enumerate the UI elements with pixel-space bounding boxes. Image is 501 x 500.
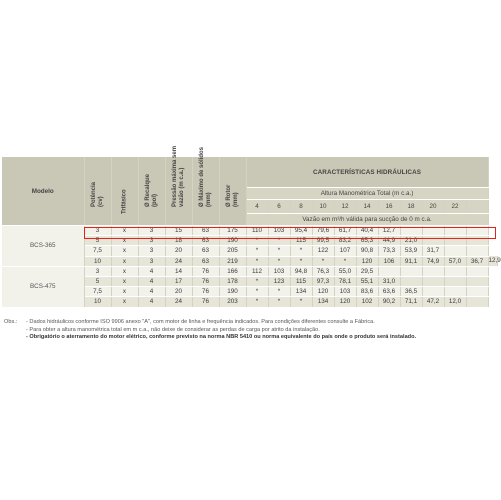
altura-value: 22 <box>444 200 466 214</box>
table-cell: 5 <box>84 236 111 246</box>
table-cell: x <box>111 236 138 246</box>
table-cell: 36,5 <box>400 287 422 297</box>
table-cell: * <box>246 246 268 256</box>
table-cell: 12,9 <box>488 257 501 265</box>
table-cell: x <box>111 226 138 236</box>
table-cell: 97,3 <box>312 276 334 286</box>
altura-value: 14 <box>356 200 378 214</box>
recalque-header: Ø Recalque (pol) <box>138 157 165 226</box>
table-cell <box>466 226 488 236</box>
table-cell: 166 <box>219 266 246 276</box>
table-cell <box>444 266 466 276</box>
table-cell: 4 <box>138 276 165 286</box>
note-line: - Para obter a altura manométrica total em m c.a., não deixe de considerar as perdas de carga por atrito da instalação. <box>26 326 320 333</box>
table-cell: 17 <box>165 276 192 286</box>
table-cell: 115 <box>290 236 312 246</box>
table-cell: * <box>290 297 312 307</box>
table-cell: 3 <box>138 246 165 256</box>
table-cell: 63 <box>192 246 219 256</box>
table-cell <box>466 276 488 286</box>
altura-value: 18 <box>400 200 422 214</box>
note-line: - Dados hidráulicos conforme ISO 9906 anexo "A", com motor de linha e frequência indicados. Para condições diferentes consulte a Fábrica. <box>26 319 375 325</box>
table-cell: 79,6 <box>312 226 334 236</box>
table-row <box>2 226 498 236</box>
table-cell <box>444 226 466 236</box>
table-cell <box>466 266 488 276</box>
trifasico-header: Trifásico <box>111 157 138 226</box>
table-cell <box>466 287 488 297</box>
table-cell <box>466 246 488 256</box>
altura-value: 6 <box>268 200 290 214</box>
table-cell: 122 <box>312 246 334 256</box>
table-cell: 175 <box>219 226 246 236</box>
table-cell <box>400 276 422 286</box>
note-line: - Obrigatório o aterramento do motor elétrico, conforme previsto na norma NBR 5410 ou norma equivalente do país onde o produto será instalado. <box>26 334 417 341</box>
table-cell: 76 <box>192 276 219 286</box>
table-cell: 123 <box>268 276 290 286</box>
table-cell: x <box>111 276 138 286</box>
altura-value: 10 <box>312 200 334 214</box>
table-cell: 90,8 <box>356 246 378 256</box>
altura-value: 12 <box>334 200 356 214</box>
table-cell: 63 <box>192 226 219 236</box>
table-cell <box>444 246 466 256</box>
table-cell: 110 <box>246 226 268 236</box>
table-cell: * <box>268 297 290 307</box>
table-cell: 55,1 <box>356 276 378 286</box>
table-cell: x <box>111 246 138 256</box>
altura-value: 8 <box>290 200 312 214</box>
table-cell: x <box>111 256 138 266</box>
table-cell <box>422 226 444 236</box>
table-cell: 40,4 <box>356 226 378 236</box>
table-cell: 103 <box>268 266 290 276</box>
table-cell: 90,2 <box>378 297 400 307</box>
table-cell: 3 <box>84 226 111 236</box>
altura-header: Altura Manométrica Total (m c.a.) <box>246 188 488 200</box>
table-cell: * <box>268 287 290 297</box>
spec-sheet <box>0 145 501 308</box>
caracteristicas-header: CARACTERÍSTICAS HIDRÁULICAS <box>246 157 488 188</box>
table-cell: 76,3 <box>312 266 334 276</box>
table-body <box>2 226 501 308</box>
model-cell: BCS-365 <box>2 226 84 267</box>
table-cell: 190 <box>219 236 246 246</box>
table-cell <box>444 236 466 246</box>
table-cell: * <box>268 236 290 246</box>
table-cell: 47,2 <box>422 297 444 307</box>
altura-value-empty <box>466 200 488 214</box>
table-cell: 71,1 <box>400 297 422 307</box>
table-cell: 112 <box>246 266 268 276</box>
table-cell: 107 <box>334 246 356 256</box>
table-cell <box>444 276 466 286</box>
table-cell: 178 <box>219 276 246 286</box>
table-cell: 36,7 <box>466 256 488 266</box>
table-cell <box>422 287 444 297</box>
table-cell: 14 <box>165 266 192 276</box>
table-cell: 120 <box>312 287 334 297</box>
table-cell: 76 <box>192 266 219 276</box>
table-cell <box>444 287 466 297</box>
table-cell: 7,5 <box>84 287 111 297</box>
rotor-header: Ø Rotor (mm) <box>219 157 246 226</box>
table-cell: 120 <box>356 256 378 266</box>
table-cell <box>422 276 444 286</box>
table-cell: 3 <box>138 226 165 236</box>
table-cell: 4 <box>138 266 165 276</box>
table-cell: 55,0 <box>334 266 356 276</box>
table-cell: 20 <box>165 246 192 256</box>
table-cell: 91,1 <box>400 256 422 266</box>
table-cell: 10 <box>84 297 111 307</box>
table-cell: 3 <box>138 256 165 266</box>
table-cell: 78,1 <box>334 276 356 286</box>
table-cell: 4 <box>138 297 165 307</box>
table-cell: 3 <box>84 266 111 276</box>
table-cell: * <box>246 256 268 266</box>
table-cell: 24 <box>165 297 192 307</box>
table-cell: 21,0 <box>400 236 422 246</box>
table-cell: 3 <box>138 236 165 246</box>
table-cell: 76 <box>192 297 219 307</box>
table-cell: 18 <box>165 236 192 246</box>
hydraulic-table <box>2 145 501 308</box>
table-cell: 5 <box>84 276 111 286</box>
table-cell: * <box>334 256 356 266</box>
vazao-header: Vazão em m³/h válida para sucção de 0 m c.a. <box>246 214 488 226</box>
model-cell: BCS-475 <box>2 266 84 307</box>
table-cell: 76 <box>192 287 219 297</box>
table-cell: 120 <box>334 297 356 307</box>
table-cell: * <box>246 297 268 307</box>
table-cell: 94,8 <box>290 266 312 276</box>
table-cell: 31,7 <box>422 246 444 256</box>
table-cell: x <box>111 287 138 297</box>
notes <box>4 319 494 342</box>
table-cell: 31,0 <box>378 276 400 286</box>
table-cell: 57,0 <box>444 256 466 266</box>
table-cell: 106 <box>378 256 400 266</box>
table-cell: * <box>268 246 290 256</box>
table-cell: 15 <box>165 226 192 236</box>
table-cell: * <box>246 287 268 297</box>
table-cell: * <box>246 276 268 286</box>
table-cell: 134 <box>290 287 312 297</box>
altura-value: 4 <box>246 200 268 214</box>
notes-label: Obs.: <box>4 319 18 325</box>
table-cell: 10 <box>84 256 111 266</box>
table-cell: 65,3 <box>356 236 378 246</box>
table-cell: 99,5 <box>312 236 334 246</box>
table-cell: 29,5 <box>356 266 378 276</box>
table-cell: 74,9 <box>422 256 444 266</box>
table-cell <box>466 236 488 246</box>
table-cell: 24 <box>165 256 192 266</box>
table-cell: * <box>268 256 290 266</box>
table-cell: 103 <box>334 287 356 297</box>
table-cell: * <box>290 246 312 256</box>
model-header: Modelo <box>2 157 84 226</box>
table-cell: 115 <box>290 276 312 286</box>
table-cell: 61,7 <box>334 226 356 236</box>
table-cell: 63,6 <box>378 287 400 297</box>
table-cell <box>466 297 488 307</box>
table-cell: 4 <box>138 287 165 297</box>
table-cell: 102 <box>356 297 378 307</box>
table-cell <box>422 236 444 246</box>
altura-value: 16 <box>378 200 400 214</box>
altura-value: 20 <box>422 200 444 214</box>
table-cell <box>422 266 444 276</box>
table-cell: 63 <box>192 236 219 246</box>
table-cell: 12,0 <box>444 297 466 307</box>
table-cell: * <box>246 236 268 246</box>
table-cell: * <box>290 256 312 266</box>
table-cell: 95,4 <box>290 226 312 236</box>
table-cell: 83,6 <box>356 287 378 297</box>
table-cell: 44,9 <box>378 236 400 246</box>
table-cell: 20 <box>165 287 192 297</box>
table-cell <box>378 266 400 276</box>
table-cell: * <box>312 256 334 266</box>
table-cell: 83,2 <box>334 236 356 246</box>
table-cell: 53,9 <box>400 246 422 256</box>
table-cell: x <box>111 297 138 307</box>
table-cell <box>400 266 422 276</box>
table-cell: 219 <box>219 256 246 266</box>
table-cell: 103 <box>268 226 290 236</box>
table-cell: 205 <box>219 246 246 256</box>
table-cell: 12,7 <box>378 226 400 236</box>
table-cell: 134 <box>312 297 334 307</box>
table-row <box>2 266 498 276</box>
table-cell: 73,3 <box>378 246 400 256</box>
table-cell <box>400 226 422 236</box>
table-cell: 7,5 <box>84 246 111 256</box>
solidos-header: Ø Máximo de sólidos (mm) <box>192 157 219 226</box>
table-cell: 190 <box>219 287 246 297</box>
potencia-header: Potência (cv) <box>84 157 111 226</box>
pressao-header: Pressão máxima sem vazão (m c.a.) <box>165 157 192 226</box>
table-cell: 203 <box>219 297 246 307</box>
table-cell: x <box>111 266 138 276</box>
table-cell: 63 <box>192 256 219 266</box>
